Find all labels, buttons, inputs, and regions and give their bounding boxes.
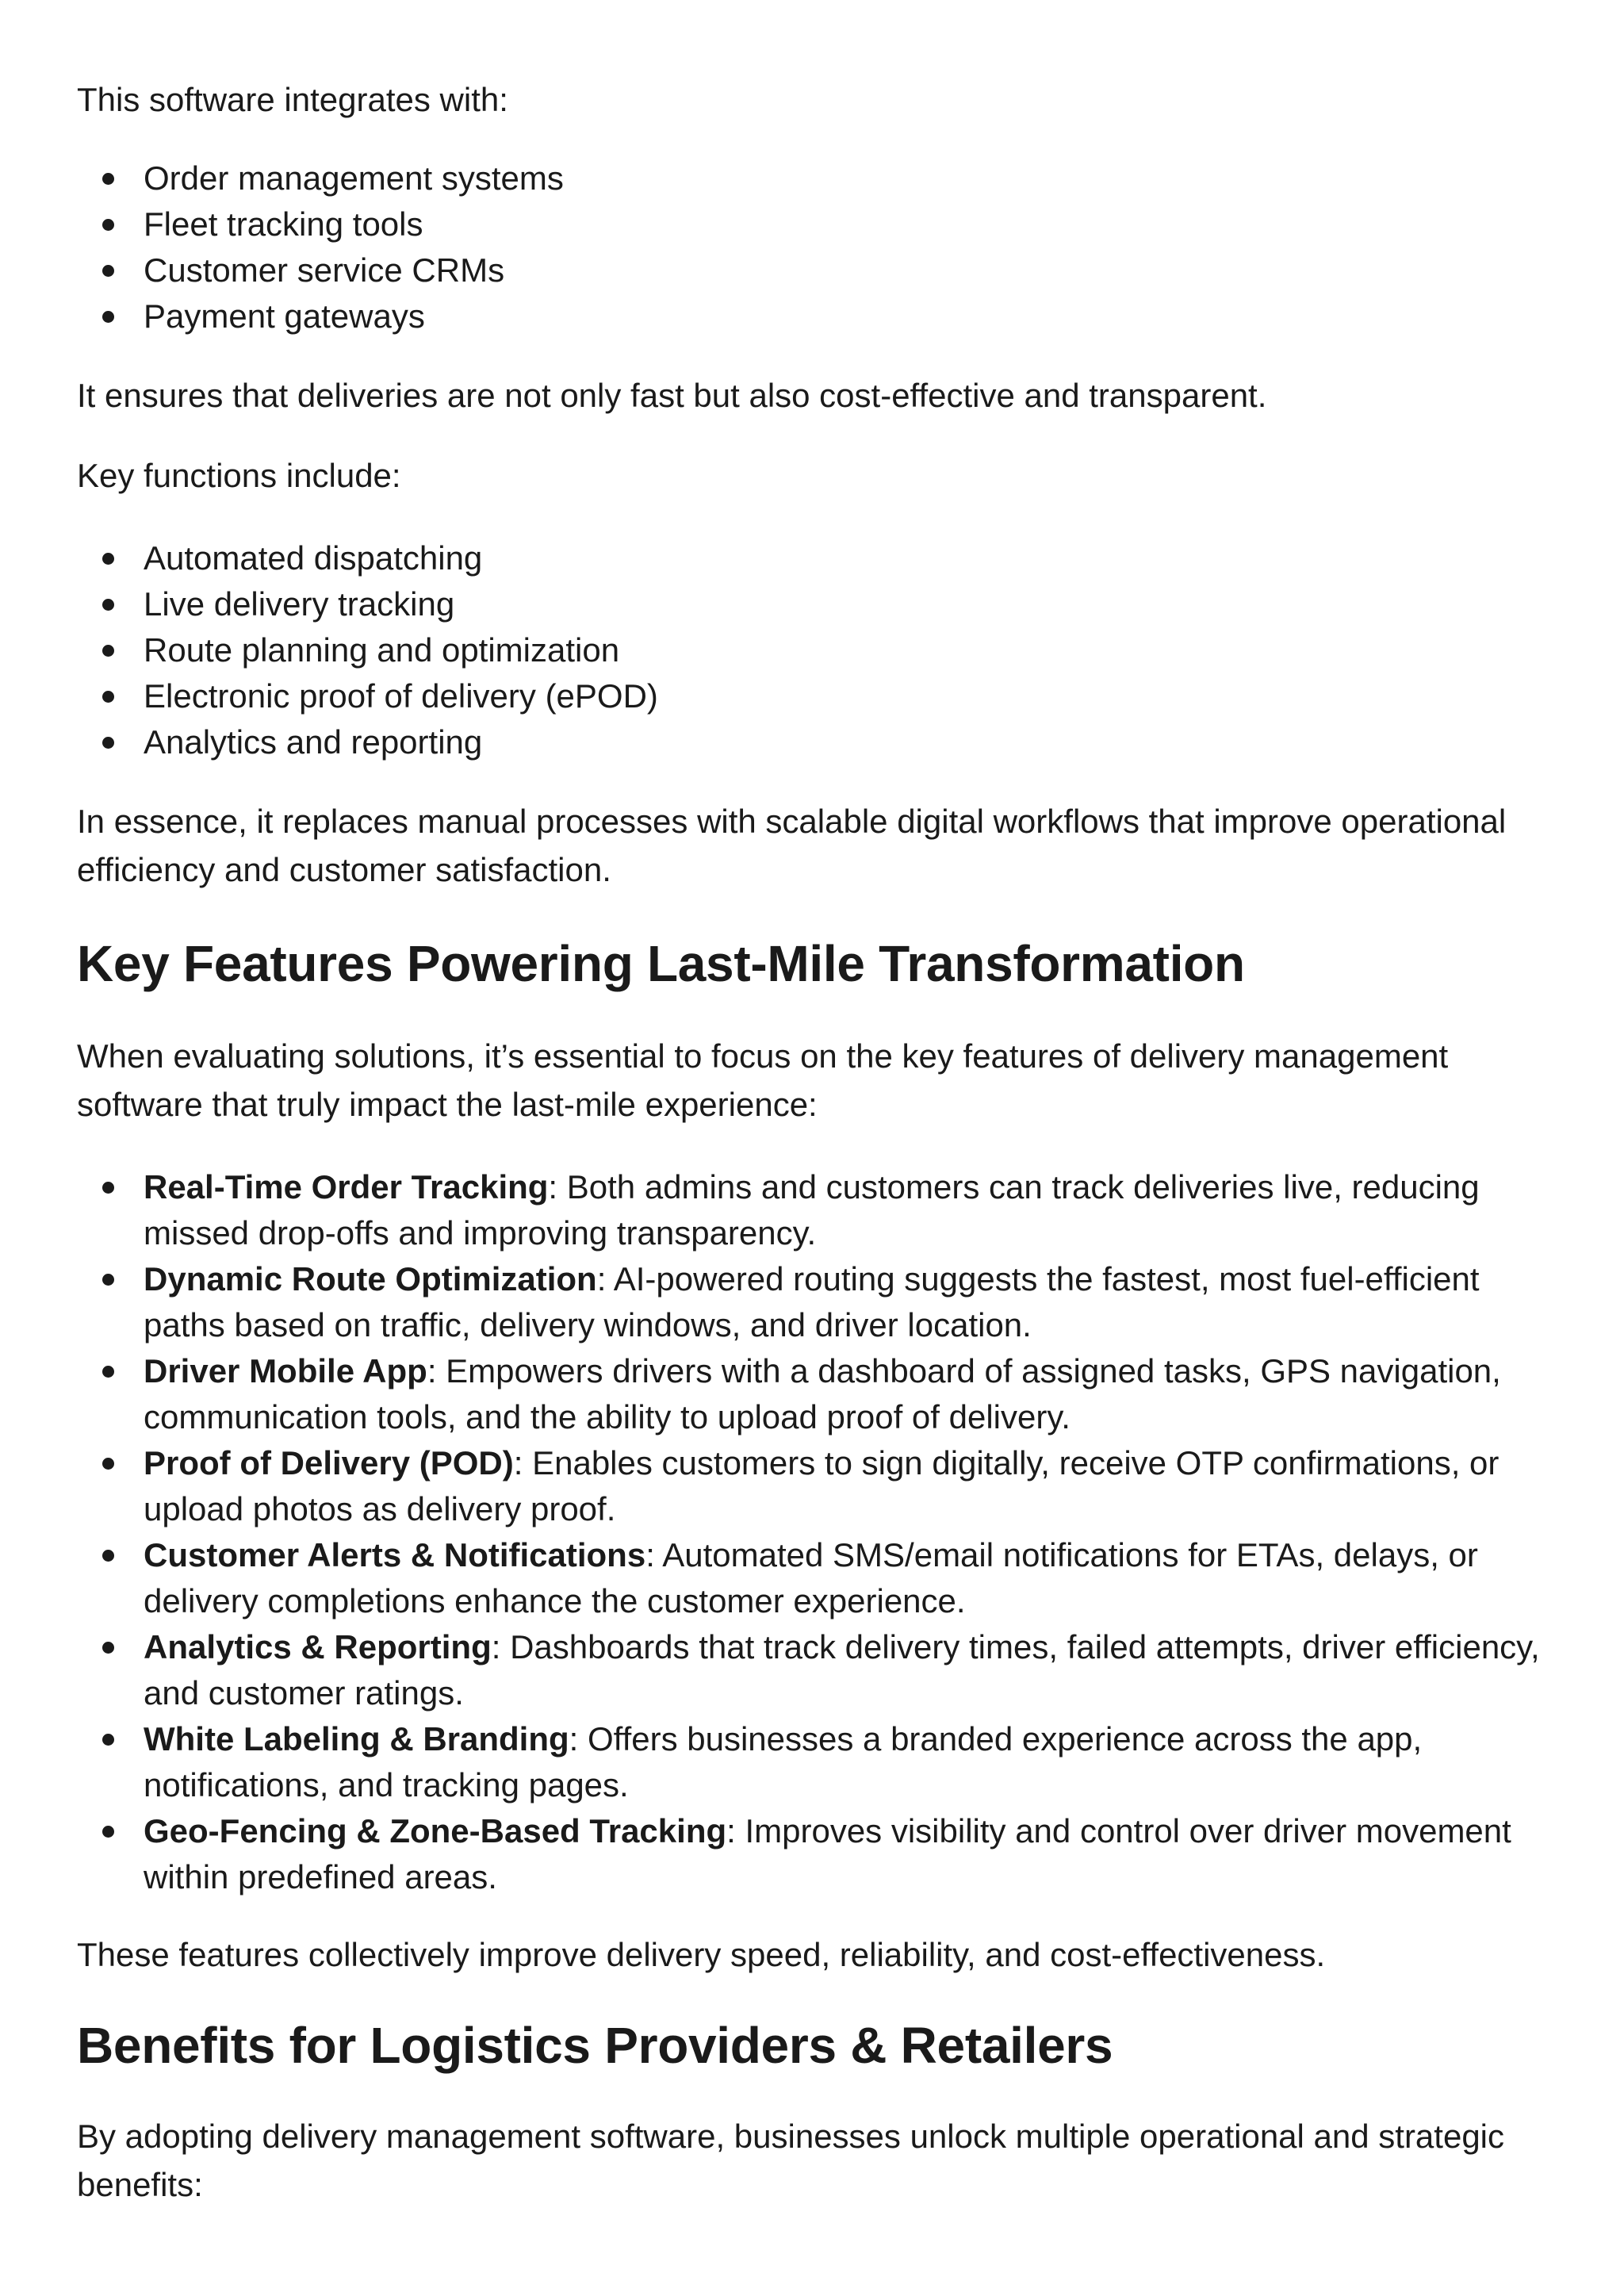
list-item: Live delivery tracking	[77, 581, 1560, 627]
feature-item	[77, 1348, 1560, 1440]
integrations-intro: This software integrates with:	[77, 81, 508, 118]
feature-title: Dynamic Route Optimization	[144, 1260, 597, 1297]
benefits-intro: By adopting delivery management software, businesses unlock multiple operational and strategic benefits:	[77, 2118, 1505, 2203]
feature-title: Proof of Delivery (POD)	[144, 1444, 514, 1481]
feature-item	[77, 1164, 1560, 1256]
feature-item	[77, 1256, 1560, 1348]
feature-item	[77, 1440, 1560, 1532]
feature-title: White Labeling & Branding	[144, 1720, 569, 1757]
feature-description: : Enables customers to sign digitally, receive OTP confirmations, or upload photos as delivery proof.	[144, 1444, 1500, 1527]
features-list	[77, 1164, 1560, 1900]
feature-description: : Dashboards that track delivery times, failed attempts, driver efficiency, and customer ratings.	[144, 1628, 1540, 1711]
feature-description: : Both admins and customers can track deliveries live, reducing missed drop-offs and improving transparency.	[144, 1168, 1480, 1251]
list-item: Order management systems	[77, 155, 1560, 201]
feature-item	[77, 1808, 1560, 1900]
feature-title: Real-Time Order Tracking	[144, 1168, 549, 1205]
features-summary: These features collectively improve delivery speed, reliability, and cost-effectiveness.	[77, 1936, 1326, 1973]
feature-title: Analytics & Reporting	[144, 1628, 492, 1665]
feature-description: : Offers businesses a branded experience across the app, notifications, and tracking pages.	[144, 1720, 1423, 1803]
feature-description: : Improves visibility and control over driver movement within predefined areas.	[144, 1812, 1511, 1895]
feature-title: Customer Alerts & Notifications	[144, 1536, 646, 1573]
list-item: Analytics and reporting	[77, 719, 1560, 765]
key-functions-list	[77, 535, 1560, 765]
key-functions-intro: Key functions include:	[77, 457, 401, 494]
feature-item	[77, 1532, 1560, 1624]
ensures-paragraph: It ensures that deliveries are not only fast but also cost-effective and transparent.	[77, 377, 1267, 414]
list-item: Payment gateways	[77, 293, 1560, 339]
list-item: Electronic proof of delivery (ePOD)	[77, 673, 1560, 719]
feature-description: : Empowers drivers with a dashboard of assigned tasks, GPS navigation, communication tools, and the ability to upload proof of delivery.	[144, 1352, 1501, 1435]
feature-title: Geo-Fencing & Zone-Based Tracking	[144, 1812, 727, 1849]
document-page	[77, 75, 1560, 2209]
feature-description: : AI-powered routing suggests the fastest, most fuel-efficient paths based on traffic, delivery windows, and driver location.	[144, 1260, 1480, 1343]
feature-description: : Automated SMS/email notifications for ETAs, delays, or delivery completions enhance the customer experience.	[144, 1536, 1478, 1619]
list-item: Automated dispatching	[77, 535, 1560, 581]
features-intro: When evaluating solutions, it’s essential to focus on the key features of delivery management software that truly impact the last-mile experience:	[77, 1037, 1449, 1123]
integrations-list	[77, 155, 1560, 339]
list-item: Route planning and optimization	[77, 627, 1560, 673]
feature-item	[77, 1716, 1560, 1808]
features-heading: Key Features Powering Last-Mile Transformation	[77, 935, 1245, 992]
feature-title: Driver Mobile App	[144, 1352, 427, 1389]
benefits-heading: Benefits for Logistics Providers & Retailers	[77, 2017, 1113, 2074]
feature-item	[77, 1624, 1560, 1716]
essence-paragraph: In essence, it replaces manual processes with scalable digital workflows that improve operational efficiency and customer satisfaction.	[77, 803, 1507, 888]
list-item: Customer service CRMs	[77, 247, 1560, 293]
list-item: Fleet tracking tools	[77, 201, 1560, 247]
